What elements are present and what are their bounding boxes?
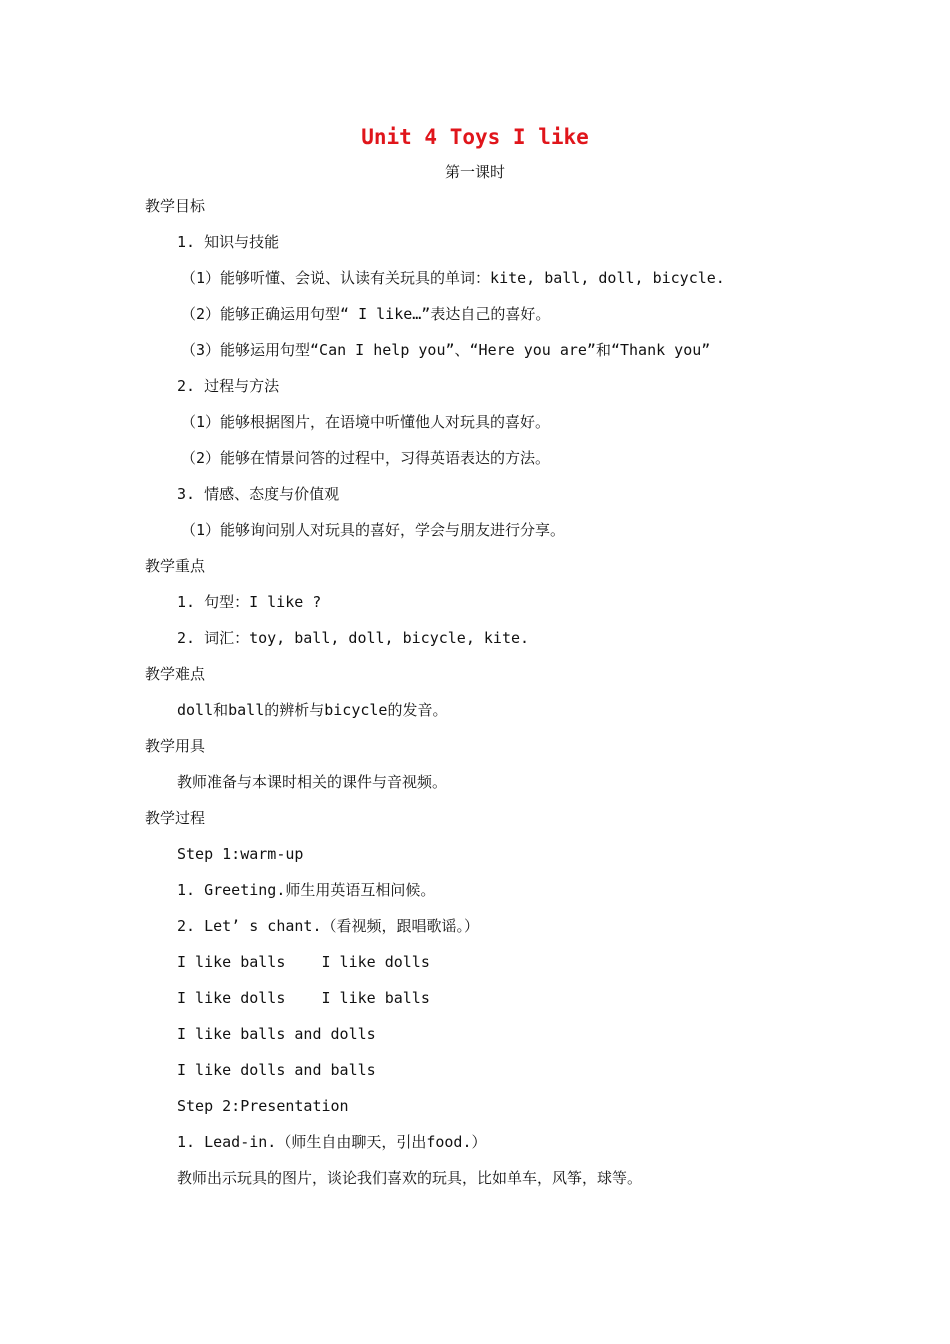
chant-line: I like dolls I like balls [177, 989, 430, 1007]
key-point-item: 1. 句型：I like ? [177, 593, 322, 611]
objective-item: （1）能够根据图片，在语境中听懂他人对玩具的喜好。 [181, 413, 551, 431]
document-title: Unit 4 Toys I like [361, 125, 589, 149]
procedure-step-heading: Step 2:Presentation [177, 1097, 349, 1115]
difficulty-item: doll和ball的辨析与bicycle的发音。 [177, 701, 448, 719]
objective-heading-attitude: 3. 情感、态度与价值观 [177, 485, 340, 503]
objective-item: （2）能够正确运用句型“ I like…”表达自己的喜好。 [181, 305, 551, 323]
procedure-item: 1. Lead-in.（师生自由聊天，引出food.） [177, 1133, 487, 1151]
objective-item: （1）能够听懂、会说、认读有关玩具的单词：kite, ball, doll, bicycle. [181, 269, 725, 287]
objective-item: （2）能够在情景问答的过程中，习得英语表达的方法。 [181, 449, 551, 467]
procedure-item: 1. Greeting.师生用英语互相问候。 [177, 881, 436, 899]
objective-item: （1）能够询问别人对玩具的喜好，学会与朋友进行分享。 [181, 521, 566, 539]
chant-line: I like dolls and balls [177, 1061, 376, 1079]
section-heading-materials: 教学用具 [145, 737, 206, 755]
key-point-item: 2. 词汇：toy, ball, doll, bicycle, kite. [177, 629, 530, 647]
objective-heading-process: 2. 过程与方法 [177, 377, 280, 395]
objective-heading-knowledge: 1. 知识与技能 [177, 233, 280, 251]
objective-item: （3）能够运用句型“Can I help you”、“Here you are”和“Thank you” [181, 341, 711, 359]
section-heading-objectives: 教学目标 [145, 197, 206, 215]
chant-line: I like balls and dolls [177, 1025, 376, 1043]
section-heading-key-points: 教学重点 [145, 557, 206, 575]
chant-line: I like balls I like dolls [177, 953, 430, 971]
section-heading-procedure: 教学过程 [145, 809, 206, 827]
procedure-item: 2. Let’ s chant.（看视频，跟唱歌谣。） [177, 917, 479, 935]
materials-item: 教师准备与本课时相关的课件与音视频。 [177, 773, 448, 791]
procedure-item: 教师出示玩具的图片，谈论我们喜欢的玩具，比如单车，风筝，球等。 [177, 1169, 643, 1187]
section-heading-difficulties: 教学难点 [145, 665, 206, 683]
procedure-step-heading: Step 1:warm-up [177, 845, 304, 863]
document-subtitle: 第一课时 [444, 163, 505, 181]
